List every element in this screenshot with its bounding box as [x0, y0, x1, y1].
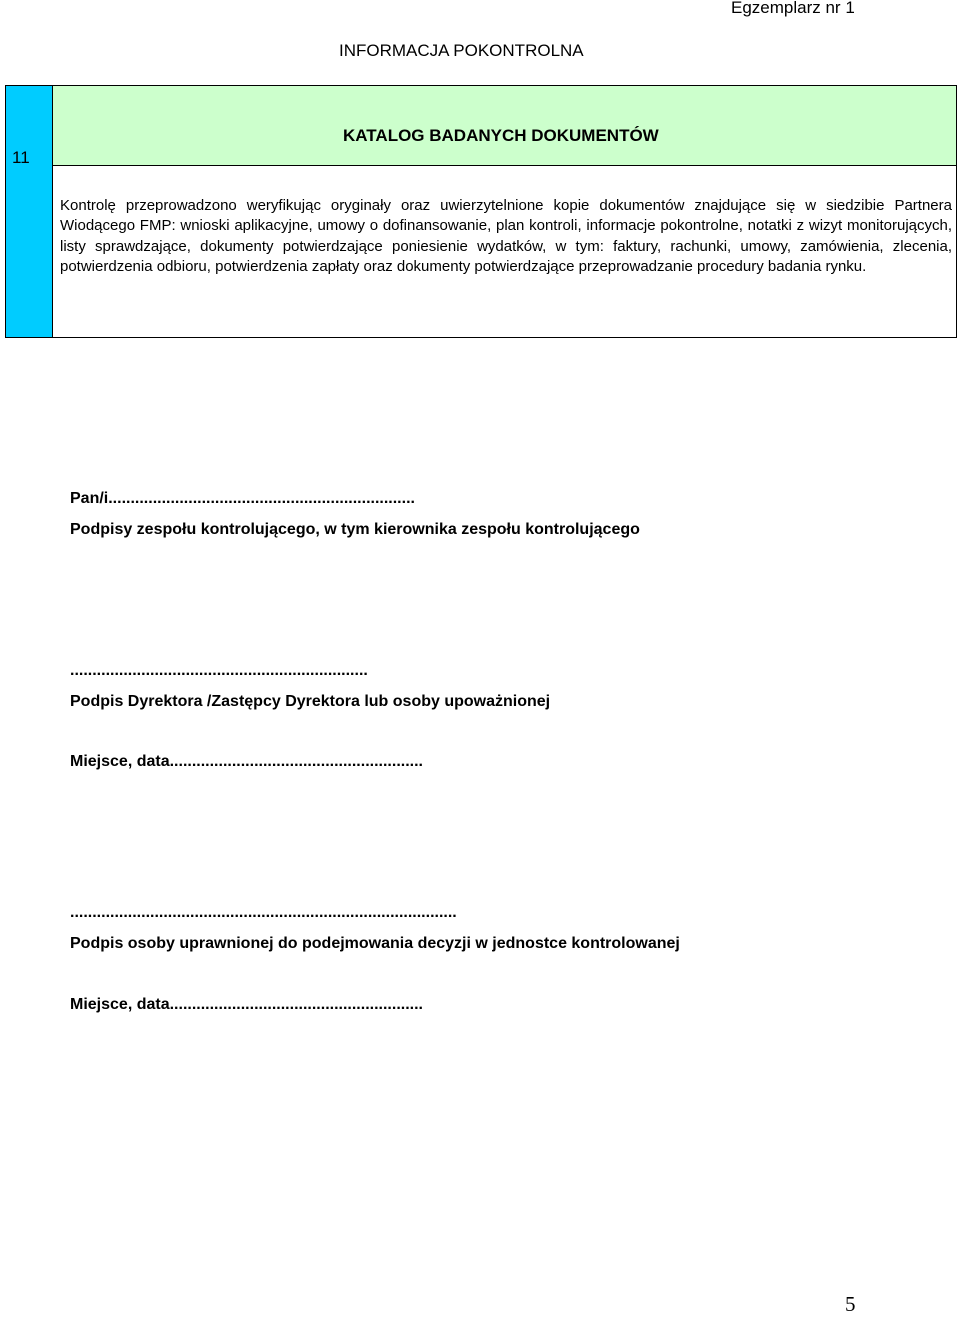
section-body-text: Kontrolę przeprowadzono weryfikując oryginały oraz uwierzytelnione kopie dokumentów znajdujące się w siedzibie Partnera Wiodącego FMP: wnioski aplikacyjne, umowy o dofinansowanie, plan kontroli, informacje pokontrolne, notatki z wizyt monitorujących, listy sprawdzające, dokumenty potwierdzające poniesienie wydatków, w tym: faktury, rachunki, umowy, zamówienia, zlecenia, potwierdzenia odbioru, potwierdzenia zapłaty oraz dokumenty potwierdzające przeprowadzanie procedury badania rynku.: [60, 197, 952, 275]
copy-number-label: Egzemplarz nr 1: [731, 0, 855, 17]
section-body-cell: [53, 166, 956, 337]
page-number: 5: [845, 1292, 856, 1316]
section-table: [5, 85, 957, 338]
authorized-signature-line: .......................................................................................: [70, 904, 457, 921]
director-signature-line: ...................................................................: [70, 662, 368, 679]
section-heading: KATALOG BADANYCH DOKUMENTÓW: [343, 126, 659, 145]
team-signature-label: Podpisy zespołu kontrolującego, w tym kierownika zespołu kontrolującego: [70, 521, 640, 538]
director-signature-label: Podpis Dyrektora /Zastępcy Dyrektora lub osoby upoważnionej: [70, 693, 551, 710]
section-number: 11: [12, 148, 30, 167]
pan-signature-line: Pan/i.....................................................................: [70, 490, 415, 507]
section-heading-cell: [53, 86, 956, 166]
authorized-signature-label: Podpis osoby uprawnionej do podejmowania decyzji w jednostce kontrolowanej: [70, 935, 680, 952]
place-date-line-1: Miejsce, data.........................................................: [70, 753, 423, 770]
section-number-cell: [6, 86, 53, 337]
place-date-line-2: Miejsce, data.........................................................: [70, 996, 423, 1013]
document-title: INFORMACJA POKONTROLNA: [339, 41, 584, 60]
